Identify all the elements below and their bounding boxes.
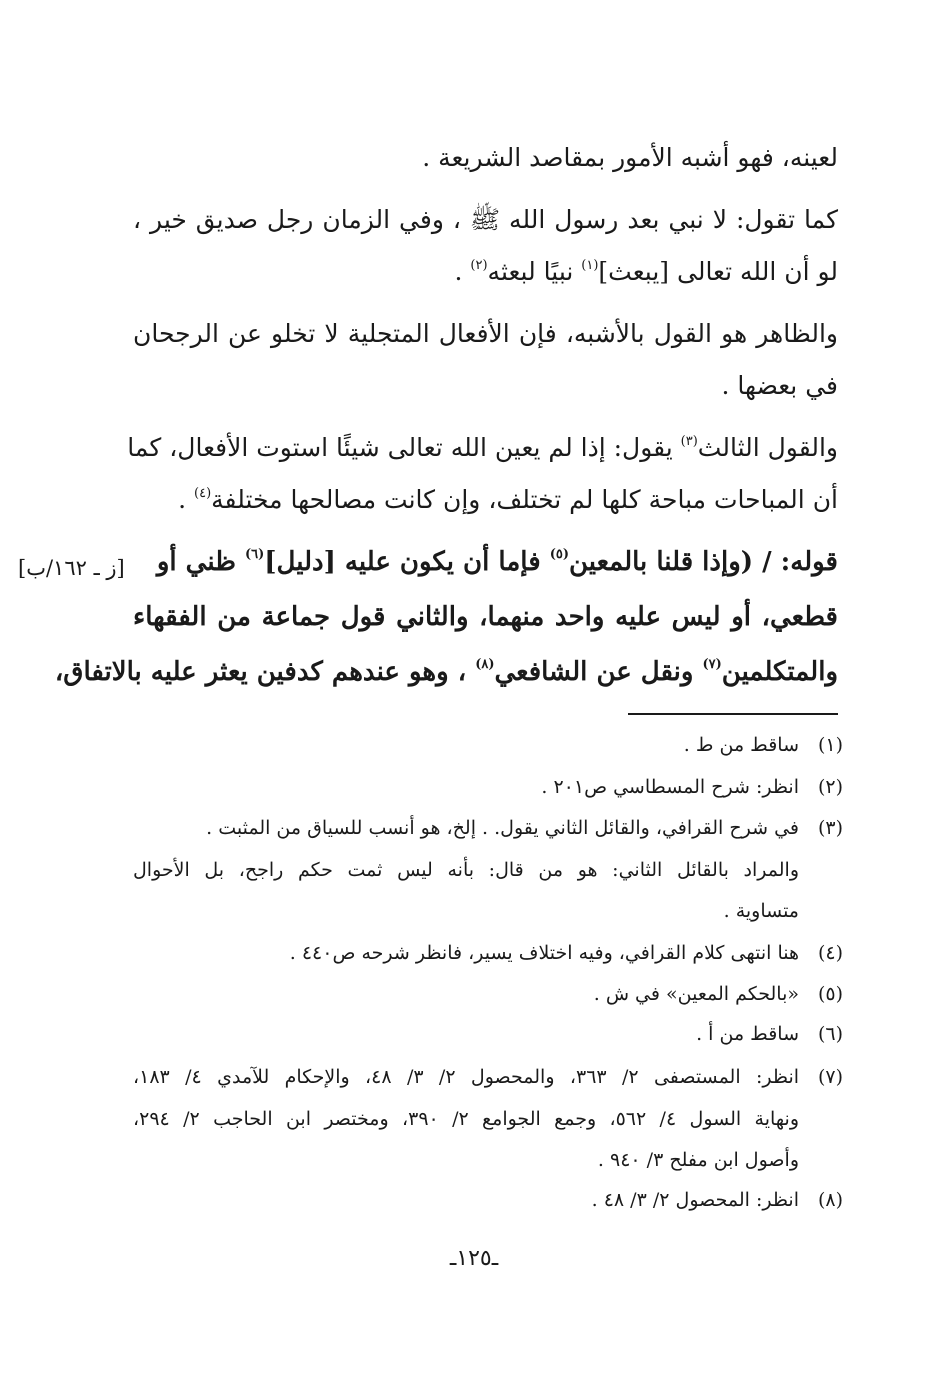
footnote-6	[696, 1017, 843, 1051]
body-line-9: قطعي، أو ليس عليه واحد منهما، والثاني قول جماعة من الفقهاء	[133, 602, 838, 632]
footnote-5	[594, 977, 843, 1011]
body-text: لو أن الله تعالى [يبعث]	[598, 257, 838, 286]
body-line-1: لعينه، فهو أشبه الأمور بمقاصد الشريعة .	[422, 143, 838, 172]
quoted-text: والمتكلمين	[721, 657, 838, 687]
footnote-8	[592, 1183, 843, 1217]
footnote-text: هنا انتهى كلام القرافي، وفيه اختلاف يسير، فانظر شرحه ص٤٤٠ .	[289, 942, 799, 964]
footnote-text: انظر: المستصفى ٢/ ٣٦٣، والمحصول ٢/ ٣/ ٤٨، والإحكام للآمدي ٤/ ١٨٣،	[133, 1066, 800, 1088]
footnote-text: انظر: المحصول ٢/ ٣/ ٤٨ .	[591, 1189, 799, 1211]
footnote-ref-5[interactable]: (٥)	[549, 547, 569, 563]
body-text: نبيًا لبعثه	[487, 257, 582, 286]
quoted-text: قوله: / (وإذا قلنا بالمعين	[568, 547, 838, 577]
footnote-number: (١)	[817, 734, 843, 756]
manuscript-margin-note: [ز ـ ١٦٢/ب]	[18, 556, 125, 580]
body-text: .	[178, 485, 195, 514]
footnote-ref-6[interactable]: (٦)	[244, 547, 265, 563]
footnote-number: (٥)	[817, 983, 843, 1005]
footnote-ref-3[interactable]: (٣)	[680, 433, 698, 449]
footnote-number: (٢)	[817, 776, 843, 798]
footnote-2	[541, 770, 843, 804]
body-text: أن المباحات مباحة كلها لم تختلف، وإن كانت مصالحها مختلفة	[211, 485, 838, 514]
footnote-text: «بالحكم المعين» في ش .	[593, 983, 799, 1005]
body-line-4: والظاهر هو القول بالأشبه، فإن الأفعال المتجلية لا تخلو عن الرجحان	[133, 319, 838, 348]
body-text: والقول الثالث	[697, 433, 838, 462]
footnote-text: ساقط من أ .	[696, 1023, 799, 1045]
footnote-text: ساقط من ط .	[683, 734, 799, 756]
body-text: يقول: إذا لم يعين الله تعالى شيئًا استوت الأفعال، كما	[127, 433, 681, 462]
body-line-3	[455, 252, 839, 292]
footnote-4	[290, 936, 843, 970]
footnote-number: (٧)	[817, 1066, 844, 1088]
footnote-ref-1[interactable]: (١)	[581, 257, 599, 273]
body-line-2: كما تقول: لا نبي بعد رسول الله ﷺ ، وفي الزمان رجل صديق خير ،	[133, 205, 838, 234]
footnote-ref-4[interactable]: (٤)	[194, 485, 212, 501]
footnote-3	[206, 811, 843, 845]
body-text: .	[454, 257, 471, 286]
footnote-number: (٨)	[817, 1189, 843, 1211]
footnote-7-continuation: وأصول ابن مفلح ٣/ ٩٤٠ .	[597, 1149, 799, 1171]
footnote-ref-8[interactable]: (٨)	[475, 657, 495, 673]
quoted-text: فإما أن يكون عليه [دليل]	[264, 547, 550, 577]
footnote-3-continuation: والمراد بالقائل الثاني: هو من قال: بأنه ليس ثمت حكم راجح، بل الأحوال	[133, 859, 799, 881]
body-line-7	[178, 480, 838, 520]
footnote-7	[133, 1060, 843, 1094]
footnote-3-continuation: متساوية .	[723, 900, 799, 922]
quoted-text: ، وهو عندهم كدفين يعثر عليه بالاتفاق،	[54, 657, 476, 687]
footnote-number: (٦)	[817, 1023, 843, 1045]
page-number: ـ١٢٥ـ	[449, 1246, 499, 1271]
footnote-7-continuation: ونهاية السول ٤/ ٥٦٢، وجمع الجوامع ٢/ ٣٩٠، ومختصر ابن الحاجب ٢/ ٢٩٤،	[133, 1108, 799, 1130]
body-line-6	[127, 428, 838, 468]
footnote-ref-7[interactable]: (٧)	[702, 657, 722, 673]
body-line-8	[156, 542, 838, 582]
body-line-10	[54, 652, 838, 692]
footnote-number: (٣)	[817, 817, 843, 839]
footnote-separator	[628, 713, 838, 715]
footnote-number: (٤)	[817, 942, 843, 964]
footnote-text: في شرح القرافي، والقائل الثاني يقول. . إلخ، هو أنسب للسياق من المثبت .	[206, 817, 799, 839]
footnote-ref-2[interactable]: (٢)	[470, 257, 488, 273]
body-line-5: في بعضها .	[721, 371, 838, 400]
footnote-1	[684, 728, 843, 762]
footnote-text: انظر: شرح المسطاسي ص٢٠١ .	[541, 776, 799, 798]
quoted-text: ونقل عن الشافعي	[494, 657, 703, 687]
quoted-text: ظني أو	[156, 547, 245, 577]
